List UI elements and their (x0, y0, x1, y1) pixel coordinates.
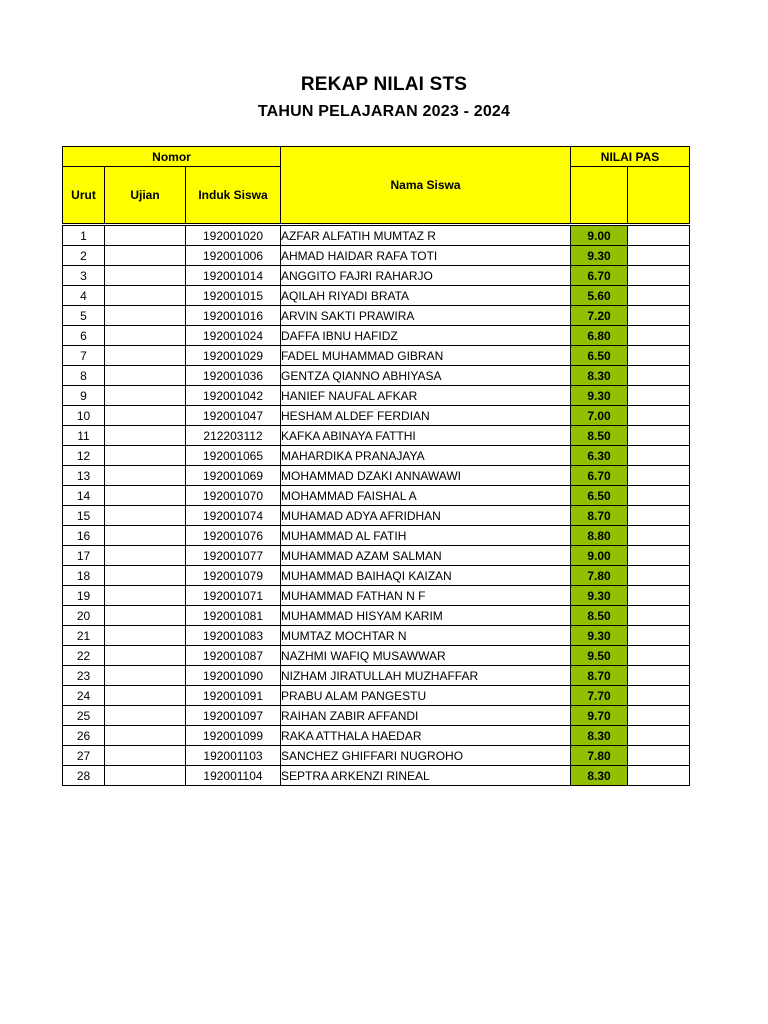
cell-induk-siswa: 212203112 (186, 426, 281, 446)
table-row (63, 766, 690, 786)
cell-nilai-pas: 7.20 (571, 306, 628, 326)
cell-nilai-extra (628, 606, 690, 626)
cell-nama-siswa: FADEL MUHAMMAD GIBRAN (281, 346, 571, 366)
cell-nama-siswa: KAFKA ABINAYA FATTHI (281, 426, 571, 446)
cell-nilai-extra (628, 406, 690, 426)
grade-rows (63, 226, 690, 786)
cell-nama-siswa: MOHAMMAD FAISHAL A (281, 486, 571, 506)
cell-nilai-pas: 8.70 (571, 666, 628, 686)
cell-induk-siswa: 192001029 (186, 346, 281, 366)
cell-induk-siswa: 192001006 (186, 246, 281, 266)
cell-nama-siswa: AZFAR ALFATIH MUMTAZ R (281, 226, 571, 246)
cell-nama-siswa: MUMTAZ MOCHTAR N (281, 626, 571, 646)
cell-nilai-pas: 9.50 (571, 646, 628, 666)
cell-induk-siswa: 192001069 (186, 466, 281, 486)
cell-ujian (105, 386, 186, 406)
cell-induk-siswa: 192001047 (186, 406, 281, 426)
cell-nama-siswa: MUHAMMAD FATHAN N F (281, 586, 571, 606)
cell-nilai-extra (628, 706, 690, 726)
cell-nilai-pas: 9.70 (571, 706, 628, 726)
cell-nama-siswa: AHMAD HAIDAR RAFA TOTI (281, 246, 571, 266)
cell-ujian (105, 726, 186, 746)
table-row (63, 326, 690, 346)
cell-nama-siswa: HESHAM ALDEF FERDIAN (281, 406, 571, 426)
table-row (63, 306, 690, 326)
cell-urut: 21 (63, 626, 105, 646)
cell-induk-siswa: 192001104 (186, 766, 281, 786)
cell-nilai-extra (628, 386, 690, 406)
cell-urut: 17 (63, 546, 105, 566)
header-nilai-blank-1 (571, 167, 628, 224)
cell-nilai-extra (628, 626, 690, 646)
cell-nilai-pas: 7.80 (571, 746, 628, 766)
cell-ujian (105, 346, 186, 366)
table-row (63, 246, 690, 266)
cell-nilai-pas: 9.30 (571, 386, 628, 406)
cell-induk-siswa: 192001020 (186, 226, 281, 246)
cell-nilai-extra (628, 366, 690, 386)
cell-ujian (105, 506, 186, 526)
table-row (63, 486, 690, 506)
cell-ujian (105, 746, 186, 766)
cell-induk-siswa: 192001079 (186, 566, 281, 586)
cell-nilai-extra (628, 346, 690, 366)
cell-ujian (105, 446, 186, 466)
cell-ujian (105, 566, 186, 586)
table-row (63, 586, 690, 606)
table-row (63, 686, 690, 706)
header-nilai-pas: NILAI PAS (571, 147, 690, 167)
cell-nilai-pas: 8.50 (571, 426, 628, 446)
cell-ujian (105, 706, 186, 726)
cell-nilai-pas: 6.50 (571, 346, 628, 366)
cell-urut: 4 (63, 286, 105, 306)
cell-ujian (105, 546, 186, 566)
cell-urut: 15 (63, 506, 105, 526)
cell-nilai-pas: 8.70 (571, 506, 628, 526)
cell-nama-siswa: MUHAMMAD BAIHAQI KAIZAN (281, 566, 571, 586)
cell-nilai-pas: 8.50 (571, 606, 628, 626)
cell-ujian (105, 526, 186, 546)
table-row (63, 346, 690, 366)
cell-nilai-extra (628, 766, 690, 786)
header-ujian: Ujian (105, 167, 186, 224)
cell-ujian (105, 306, 186, 326)
report-subtitle: TAHUN PELAJARAN 2023 - 2024 (257, 103, 511, 120)
cell-nilai-pas: 9.00 (571, 546, 628, 566)
cell-nilai-extra (628, 306, 690, 326)
cell-urut: 28 (63, 766, 105, 786)
cell-urut: 10 (63, 406, 105, 426)
table-row (63, 566, 690, 586)
cell-urut: 1 (63, 226, 105, 246)
cell-nama-siswa: MUHAMMAD HISYAM KARIM (281, 606, 571, 626)
cell-nilai-extra (628, 566, 690, 586)
cell-nama-siswa: RAKA ATTHALA HAEDAR (281, 726, 571, 746)
cell-nama-siswa: HANIEF NAUFAL AFKAR (281, 386, 571, 406)
cell-ujian (105, 646, 186, 666)
cell-urut: 27 (63, 746, 105, 766)
table-row (63, 526, 690, 546)
cell-induk-siswa: 192001083 (186, 626, 281, 646)
cell-nilai-pas: 9.00 (571, 226, 628, 246)
cell-ujian (105, 366, 186, 386)
cell-nilai-extra (628, 286, 690, 306)
cell-ujian (105, 606, 186, 626)
cell-nilai-extra (628, 686, 690, 706)
cell-nilai-extra (628, 666, 690, 686)
header-urut: Urut (63, 167, 105, 224)
cell-ujian (105, 326, 186, 346)
cell-nilai-pas: 7.70 (571, 686, 628, 706)
cell-nilai-pas: 9.30 (571, 586, 628, 606)
cell-urut: 18 (63, 566, 105, 586)
table-row (63, 726, 690, 746)
cell-induk-siswa: 192001077 (186, 546, 281, 566)
cell-urut: 6 (63, 326, 105, 346)
cell-nilai-pas: 8.30 (571, 366, 628, 386)
cell-induk-siswa: 192001087 (186, 646, 281, 666)
cell-induk-siswa: 192001071 (186, 586, 281, 606)
cell-nama-siswa: MAHARDIKA PRANAJAYA (281, 446, 571, 466)
cell-urut: 9 (63, 386, 105, 406)
cell-induk-siswa: 192001097 (186, 706, 281, 726)
table-row (63, 406, 690, 426)
cell-nilai-pas: 5.60 (571, 286, 628, 306)
cell-induk-siswa: 192001065 (186, 446, 281, 466)
cell-urut: 13 (63, 466, 105, 486)
table-row (63, 266, 690, 286)
cell-ujian (105, 766, 186, 786)
cell-nama-siswa: ANGGITO FAJRI RAHARJO (281, 266, 571, 286)
cell-induk-siswa: 192001024 (186, 326, 281, 346)
table-row (63, 286, 690, 306)
table-row (63, 666, 690, 686)
cell-nama-siswa: SANCHEZ GHIFFARI NUGROHO (281, 746, 571, 766)
cell-urut: 5 (63, 306, 105, 326)
cell-nilai-extra (628, 226, 690, 246)
table-row (63, 386, 690, 406)
cell-urut: 8 (63, 366, 105, 386)
table-row (63, 626, 690, 646)
cell-nilai-extra (628, 326, 690, 346)
cell-nama-siswa: ARVIN SAKTI PRAWIRA (281, 306, 571, 326)
cell-nilai-extra (628, 526, 690, 546)
table-row (63, 366, 690, 386)
cell-urut: 20 (63, 606, 105, 626)
cell-nilai-pas: 6.80 (571, 326, 628, 346)
report-title: REKAP NILAI STS (300, 74, 468, 95)
cell-nilai-pas: 8.30 (571, 766, 628, 786)
cell-induk-siswa: 192001074 (186, 506, 281, 526)
cell-nilai-extra (628, 426, 690, 446)
cell-nilai-extra (628, 586, 690, 606)
cell-induk-siswa: 192001091 (186, 686, 281, 706)
cell-ujian (105, 666, 186, 686)
cell-nilai-extra (628, 646, 690, 666)
cell-nama-siswa: NAZHMI WAFIQ MUSAWWAR (281, 646, 571, 666)
cell-nama-siswa: MOHAMMAD DZAKI ANNAWAWI (281, 466, 571, 486)
cell-induk-siswa: 192001103 (186, 746, 281, 766)
cell-induk-siswa: 192001016 (186, 306, 281, 326)
cell-nilai-extra (628, 466, 690, 486)
cell-nilai-extra (628, 486, 690, 506)
cell-urut: 24 (63, 686, 105, 706)
cell-nilai-pas: 6.30 (571, 446, 628, 466)
table-row (63, 446, 690, 466)
table-row (63, 746, 690, 766)
table-row (63, 646, 690, 666)
cell-urut: 25 (63, 706, 105, 726)
cell-nilai-extra (628, 506, 690, 526)
cell-nilai-extra (628, 546, 690, 566)
table-row (63, 426, 690, 446)
cell-ujian (105, 286, 186, 306)
cell-nilai-extra (628, 746, 690, 766)
cell-induk-siswa: 192001081 (186, 606, 281, 626)
cell-induk-siswa: 192001076 (186, 526, 281, 546)
cell-urut: 23 (63, 666, 105, 686)
cell-nama-siswa: GENTZA QIANNO ABHIYASA (281, 366, 571, 386)
cell-nilai-extra (628, 266, 690, 286)
cell-nama-siswa: MUHAMAD ADYA AFRIDHAN (281, 506, 571, 526)
cell-ujian (105, 486, 186, 506)
cell-ujian (105, 626, 186, 646)
cell-nilai-extra (628, 726, 690, 746)
cell-nilai-pas: 7.80 (571, 566, 628, 586)
cell-nama-siswa: NIZHAM JIRATULLAH MUZHAFFAR (281, 666, 571, 686)
cell-urut: 22 (63, 646, 105, 666)
cell-induk-siswa: 192001099 (186, 726, 281, 746)
cell-nilai-pas: 6.70 (571, 266, 628, 286)
cell-ujian (105, 586, 186, 606)
cell-induk-siswa: 192001036 (186, 366, 281, 386)
table-row (63, 466, 690, 486)
cell-nama-siswa: SEPTRA ARKENZI RINEAL (281, 766, 571, 786)
cell-nilai-pas: 8.30 (571, 726, 628, 746)
header-nilai-blank-2 (628, 167, 690, 224)
cell-ujian (105, 466, 186, 486)
cell-ujian (105, 406, 186, 426)
cell-nama-siswa: DAFFA IBNU HAFIDZ (281, 326, 571, 346)
cell-induk-siswa: 192001070 (186, 486, 281, 506)
grade-table (62, 146, 690, 786)
table-row (63, 546, 690, 566)
cell-induk-siswa: 192001090 (186, 666, 281, 686)
cell-nama-siswa: AQILAH RIYADI BRATA (281, 286, 571, 306)
cell-ujian (105, 426, 186, 446)
cell-urut: 2 (63, 246, 105, 266)
cell-urut: 3 (63, 266, 105, 286)
cell-nilai-pas: 6.50 (571, 486, 628, 506)
cell-nilai-extra (628, 246, 690, 266)
cell-urut: 7 (63, 346, 105, 366)
cell-nama-siswa: MUHAMMAD AL FATIH (281, 526, 571, 546)
table-row (63, 706, 690, 726)
cell-induk-siswa: 192001042 (186, 386, 281, 406)
cell-nama-siswa: RAIHAN ZABIR AFFANDI (281, 706, 571, 726)
cell-urut: 16 (63, 526, 105, 546)
cell-ujian (105, 226, 186, 246)
cell-nilai-extra (628, 446, 690, 466)
header-induk-siswa: Induk Siswa (186, 167, 281, 224)
cell-urut: 12 (63, 446, 105, 466)
cell-nama-siswa: MUHAMMAD AZAM SALMAN (281, 546, 571, 566)
cell-urut: 14 (63, 486, 105, 506)
cell-urut: 11 (63, 426, 105, 446)
table-row (63, 606, 690, 626)
cell-nilai-pas: 8.80 (571, 526, 628, 546)
cell-nilai-pas: 6.70 (571, 466, 628, 486)
cell-induk-siswa: 192001014 (186, 266, 281, 286)
cell-urut: 19 (63, 586, 105, 606)
table-row (63, 506, 690, 526)
cell-nama-siswa: PRABU ALAM PANGESTU (281, 686, 571, 706)
cell-induk-siswa: 192001015 (186, 286, 281, 306)
header-nomor: Nomor (63, 147, 281, 167)
cell-urut: 26 (63, 726, 105, 746)
cell-nilai-pas: 7.00 (571, 406, 628, 426)
table-row (63, 226, 690, 246)
cell-nilai-pas: 9.30 (571, 246, 628, 266)
cell-ujian (105, 686, 186, 706)
cell-nilai-pas: 9.30 (571, 626, 628, 646)
cell-ujian (105, 266, 186, 286)
cell-ujian (105, 246, 186, 266)
header-nama-siswa: Nama Siswa (281, 147, 571, 224)
